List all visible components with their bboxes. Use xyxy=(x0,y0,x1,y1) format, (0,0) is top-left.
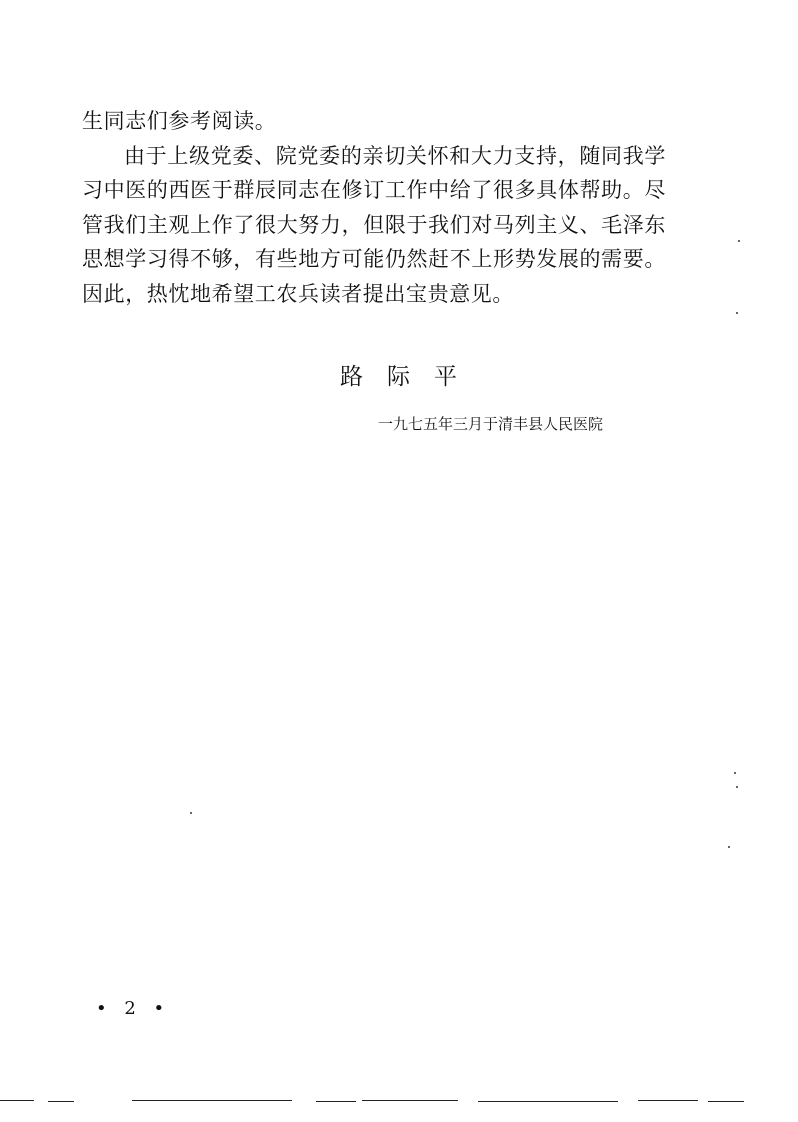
scan-edge-line xyxy=(48,1101,74,1102)
scan-speck xyxy=(736,786,738,788)
paragraph-continuation: 生同志们参考阅读。 xyxy=(82,109,277,133)
scan-speck xyxy=(736,312,738,314)
paragraph-acknowledgement: 由于上级党委、院党委的亲切关怀和大力支持，随同我学习中医的西医于群辰同志在修订工作中给了很多具体帮助。尽管我们主观上作了很大努力，但限于我们对马列主义、毛泽东思想学习得不够，有些地方可能仍然赶不上形势发展的需要。因此，热忱地希望工农兵读者提出宝贵意见。 xyxy=(82,143,666,306)
scan-edge-line xyxy=(708,1101,744,1102)
scan-edge-line xyxy=(362,1100,458,1101)
scan-speck xyxy=(734,772,736,774)
scan-edge-line xyxy=(478,1101,618,1102)
scan-edge-line xyxy=(638,1100,698,1101)
body-text xyxy=(82,104,666,312)
page-number: • 2 • xyxy=(96,998,171,1019)
scan-edge-line xyxy=(132,1100,292,1101)
scan-edge-line xyxy=(0,1100,34,1101)
scan-speck xyxy=(190,812,192,814)
author-signature: 路际平 xyxy=(340,364,481,390)
scan-edge-line xyxy=(316,1101,356,1102)
scan-speck xyxy=(738,240,740,242)
dateline: 一九七五年三月于清丰县人民医院 xyxy=(378,415,604,433)
scan-speck xyxy=(728,846,730,848)
